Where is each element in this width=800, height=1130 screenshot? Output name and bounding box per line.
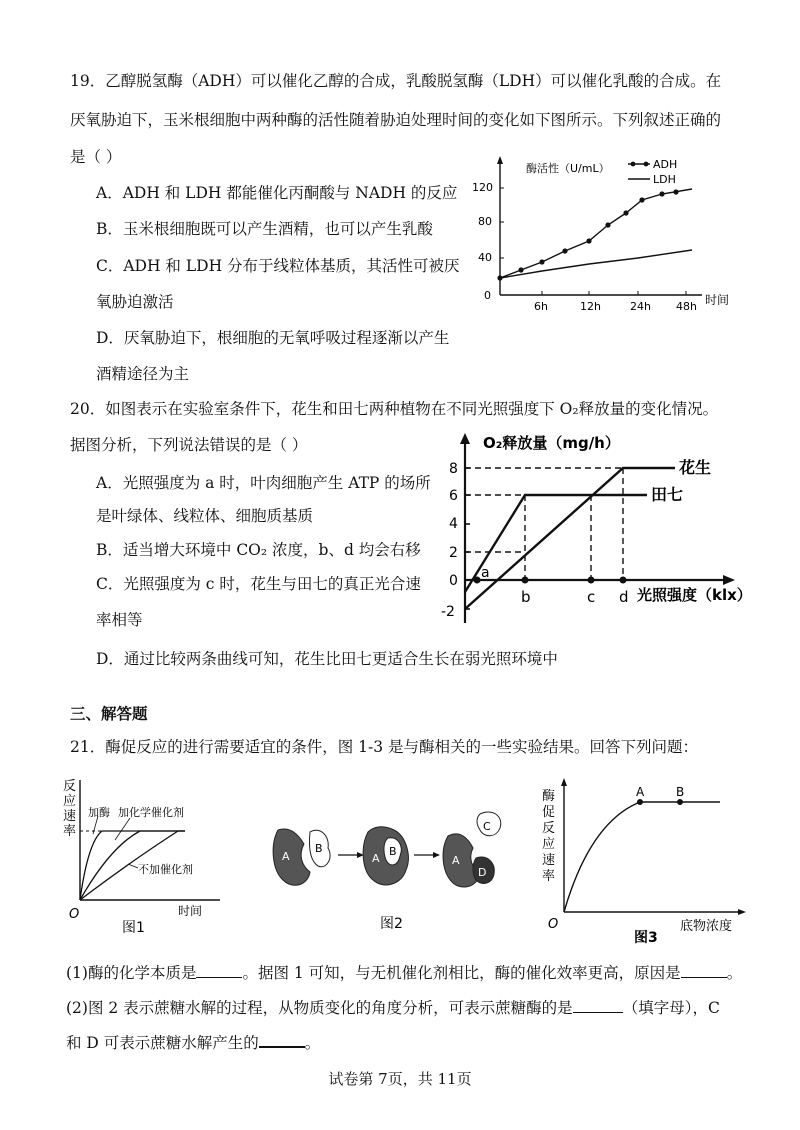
fig2-label-b2: B xyxy=(389,845,397,858)
figure-3 xyxy=(540,772,750,947)
svg-text:应: 应 xyxy=(542,837,556,852)
adh-point xyxy=(659,191,664,196)
fig1-origin: O xyxy=(69,907,80,922)
point-b-label: b xyxy=(521,588,531,606)
q21-part2-line2 xyxy=(66,1030,320,1054)
y-tick-8: 8 xyxy=(449,461,458,477)
fig2-label-d: D xyxy=(478,866,487,879)
adh-point xyxy=(562,248,567,253)
figure-1 xyxy=(60,772,230,942)
x-axis-label: 时间 xyxy=(705,293,730,307)
adh-point xyxy=(623,210,628,215)
svg-text:率: 率 xyxy=(63,824,77,839)
y-tick-4: 4 xyxy=(449,516,458,532)
adh-point xyxy=(639,197,644,202)
x-tick-48h: 48h xyxy=(676,300,697,313)
fig3-ylabel xyxy=(542,789,555,884)
adh-point xyxy=(497,275,502,280)
fig1-ylabel xyxy=(63,779,76,839)
legend-adh: ADH xyxy=(653,158,678,171)
answer-blank-3[interactable] xyxy=(573,996,623,1013)
q21-part2 xyxy=(66,996,720,1019)
o2-release-chart xyxy=(425,428,760,633)
fig3-origin: O xyxy=(548,917,559,932)
svg-text:酶: 酶 xyxy=(542,789,556,804)
legend xyxy=(628,158,677,186)
answer-blank-4[interactable] xyxy=(259,1030,305,1048)
fig1-caption: 图1 xyxy=(122,920,145,936)
x-tick-12h: 12h xyxy=(580,300,601,313)
q19-option-c-line2: 氧胁迫激活 xyxy=(96,293,174,311)
q21-part2-text-a: (2)图 2 表示蔗糖水解的过程，从物质变化的角度分析，可表示蔗糖酶的是 xyxy=(66,999,573,1017)
adh-point xyxy=(539,259,544,264)
q20-option-c-line1: C．光照强度为 c 时，花生与田七的真正光合速 xyxy=(96,575,421,593)
x-tick-6h: 6h xyxy=(534,300,548,313)
svg-text:率: 率 xyxy=(542,869,556,884)
figure-2 xyxy=(268,800,513,945)
fig2-caption: 图2 xyxy=(380,916,403,932)
q19-stem-line2: 厌氧胁迫下，玉米根细胞中两种酶的活性随着胁迫处理时间的变化如下图所示。下列叙述正确的 xyxy=(70,111,722,129)
section-title: 三、解答题 xyxy=(70,704,148,723)
q20-option-d: D．通过比较两条曲线可知，花生比田七更适合生长在弱光照环境中 xyxy=(96,650,558,668)
y-tick-6: 6 xyxy=(449,488,458,504)
y-tick-labels xyxy=(472,181,504,302)
fig2-label-c: C xyxy=(483,820,491,833)
point-c-label: c xyxy=(587,588,596,606)
adh-point xyxy=(518,267,523,272)
q21-part2-text-b: （填字母），C xyxy=(622,999,720,1017)
q21-part1-text-a: (1)酶的化学本质是 xyxy=(66,964,197,982)
y-tick-40: 40 xyxy=(478,251,492,264)
adh-series-points xyxy=(497,189,678,280)
svg-text:应: 应 xyxy=(63,794,77,809)
ldh-series-line xyxy=(500,250,692,278)
y-tick-80: 80 xyxy=(478,215,492,228)
q21-part1-text-b: 。据图 1 可知，与无机催化剂相比，酶的催化效率更高，原因是 xyxy=(242,964,681,982)
q19-option-d-line2: 酒精途径为主 xyxy=(96,365,190,383)
fig2-label-b1: B xyxy=(315,842,323,855)
y-axis-label: 酶活性（U/mL） xyxy=(526,162,610,175)
y-tick-2: 2 xyxy=(449,545,458,561)
q19-stem-line3: 是（ ） xyxy=(70,148,122,166)
y-axis-label: O₂释放量（mg/h） xyxy=(483,434,620,452)
point-a-label: a xyxy=(481,565,490,581)
tianqi-series-line xyxy=(465,495,647,592)
guide-lines xyxy=(465,468,623,580)
fig3-label-b: B xyxy=(676,785,685,799)
fig3-label-a: A xyxy=(636,785,645,799)
q20-option-b: B．适当增大环境中 CO₂ 浓度，b、d 均会右移 xyxy=(96,541,421,559)
q20-option-c-line2: 率相等 xyxy=(96,611,143,629)
fig2-label-a1: A xyxy=(282,850,290,863)
answer-blank-1[interactable] xyxy=(196,961,242,978)
q19-option-d-line1: D．厌氧胁迫下，根细胞的无氧呼吸过程逐渐以产生 xyxy=(96,329,450,347)
tianqi-series-label: 田七 xyxy=(651,485,684,504)
svg-text:速: 速 xyxy=(63,809,77,824)
adh-point xyxy=(605,222,610,227)
adh-point xyxy=(673,189,678,194)
y-tick-0: 0 xyxy=(484,289,491,302)
legend-ldh: LDH xyxy=(653,173,676,186)
fig1-none-label: 不加催化剂 xyxy=(138,863,193,876)
y-tick-0: 0 xyxy=(449,573,458,589)
x-tick-labels xyxy=(534,291,697,313)
fig2-label-a3: A xyxy=(452,854,460,867)
y-tick-neg2: -2 xyxy=(441,604,455,620)
fig1-chemical-label: 加化学催化剂 xyxy=(118,806,184,819)
fig3-point-b xyxy=(677,799,683,805)
q19-option-b: B．玉米根细胞既可以产生酒精，也可以产生乳酸 xyxy=(96,220,433,238)
fig1-enzyme-label: 加酶 xyxy=(88,806,110,819)
x-tick-24h: 24h xyxy=(630,300,651,313)
q20-option-a-line1: A．光照强度为 a 时，叶肉细胞产生 ATP 的场所 xyxy=(96,474,431,492)
q19-option-c-line1: C．ADH 和 LDH 分布于线粒体基质，其活性可被厌 xyxy=(96,257,460,275)
x-axis-label: 光照强度（klx） xyxy=(637,586,752,604)
svg-text:反: 反 xyxy=(542,821,556,836)
point-d-label: d xyxy=(619,588,629,606)
peanut-series-label: 花生 xyxy=(679,458,712,477)
q21-stem: 21．酶促反应的进行需要适宜的条件，图 1-3 是与酶相关的一些实验结果。回答下列问题： xyxy=(70,738,699,756)
fig3-point-a xyxy=(637,799,643,805)
adh-series-line xyxy=(500,189,692,278)
answer-blank-2[interactable] xyxy=(681,961,727,978)
fig3-xlabel: 底物浓度 xyxy=(680,919,733,934)
page-footer: 试卷第 7页，共 11页 xyxy=(328,1070,472,1088)
fig2-label-a2: A xyxy=(372,852,380,865)
q19-stem-line1: 19．乙醇脱氢酶（ADH）可以催化乙醇的合成，乳酸脱氢酶（LDH）可以催化乳酸的合成。在 xyxy=(70,72,722,90)
q20-stem-line2: 据图分析，下列说法错误的是（ ） xyxy=(70,436,308,454)
y-tick-120: 120 xyxy=(472,181,493,194)
q21-part1 xyxy=(66,961,742,984)
q21-part2-text-d: 。 xyxy=(304,1034,321,1052)
adh-point xyxy=(586,238,591,243)
fig3-caption: 图3 xyxy=(634,930,658,946)
q20-stem-line1: 20．如图表示在实验室条件下，花生和田七两种植物在不同光照强度下 O₂释放量的变化情况。 xyxy=(70,400,719,418)
svg-text:反: 反 xyxy=(63,779,77,794)
svg-text:速: 速 xyxy=(542,853,556,868)
q21-part1-text-c: 。 xyxy=(726,964,743,982)
fig1-xlabel: 时间 xyxy=(178,904,203,918)
q20-option-a-line2: 是叶绿体、线粒体、细胞质基质 xyxy=(96,507,314,525)
q19-option-a: A．ADH 和 LDH 都能催化丙酮酸与 NADH 的反应 xyxy=(96,184,458,202)
svg-text:促: 促 xyxy=(542,805,556,820)
fig3-curve xyxy=(564,802,720,912)
q21-part2-text-c: 和 D 可表示蔗糖水解产生的 xyxy=(66,1034,259,1052)
enzyme-activity-chart xyxy=(470,150,740,320)
